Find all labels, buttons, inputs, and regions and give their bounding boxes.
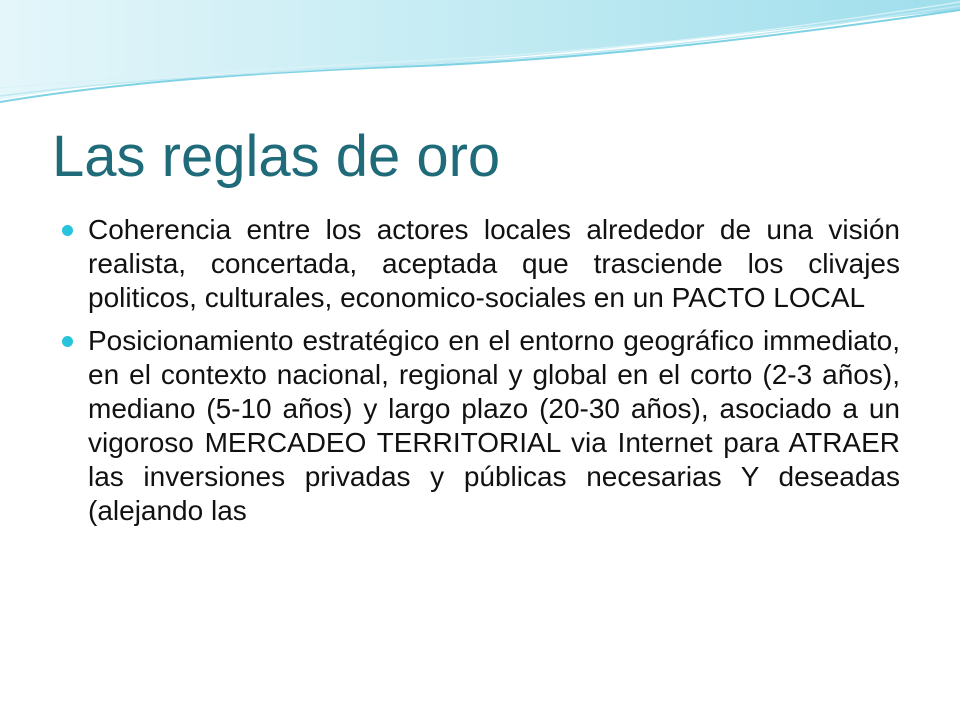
bullet-list	[0, 213, 960, 537]
header-wave-decoration	[0, 0, 960, 120]
bullet-dot-icon	[62, 225, 73, 236]
bullet-text: Coherencia entre los actores locales alrededor de una visión realista, concertada, aceptada que trasciende los clivajes politicos, culturales, economico-sociales en un PACTO LOCAL	[88, 214, 900, 313]
bullet-item	[0, 324, 960, 528]
slide-title: Las reglas de oro	[52, 124, 501, 189]
bullet-text: Posicionamiento estratégico en el entorno geográfico immediato, en el contexto nacional, regional y global en el corto (2-3 años), mediano (5-10 años) y largo plazo (20-30 años), asociado a un vigoroso MERCADEO TERRITORIAL via Internet para ATRAER las inversiones privadas y públicas necesarias Y deseadas (alejando las	[88, 325, 900, 526]
bullet-dot-icon	[62, 336, 73, 347]
bullet-item	[0, 213, 960, 315]
